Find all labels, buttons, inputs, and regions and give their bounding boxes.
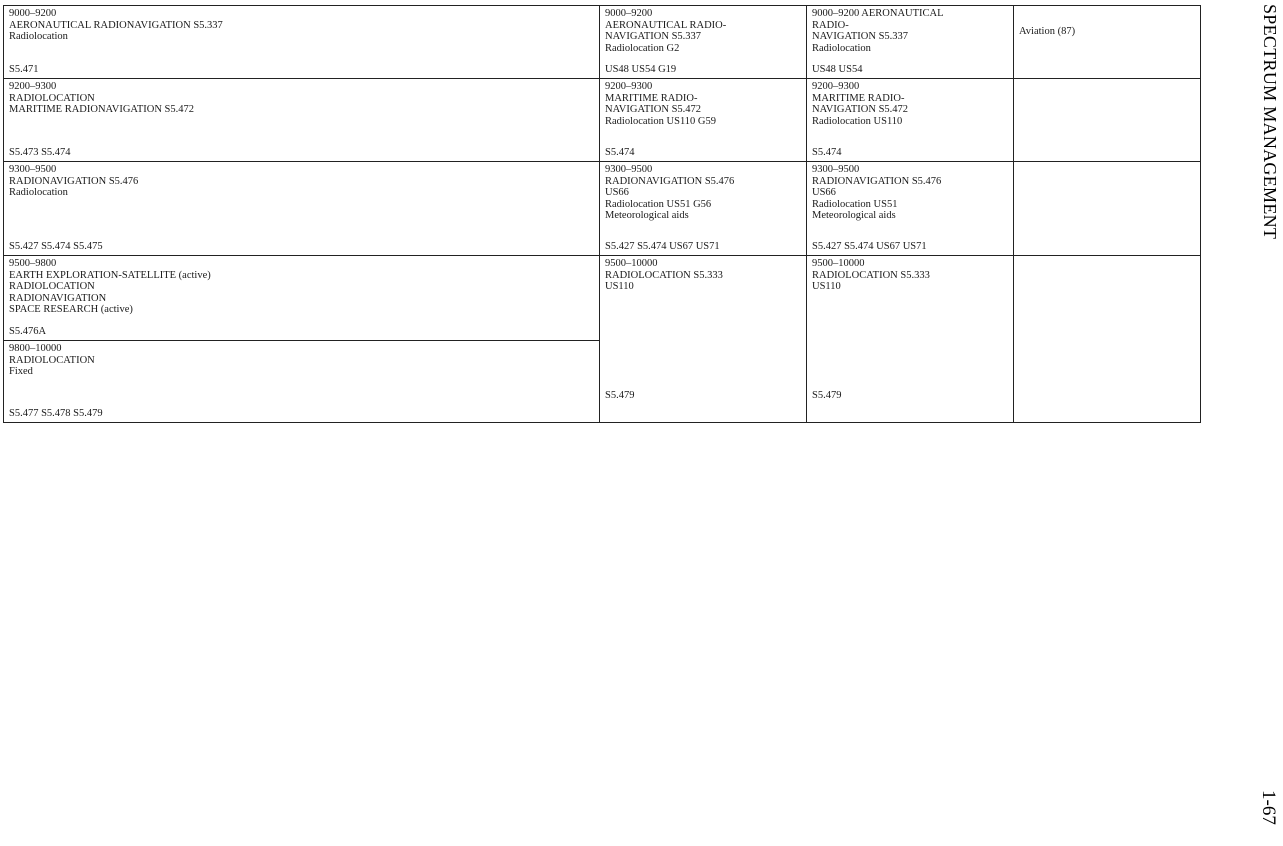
footnote-refs: US48 US54 G19 bbox=[605, 63, 677, 75]
non-federal-allocation-cell bbox=[807, 6, 1014, 79]
cell-line: 9500–10000 bbox=[812, 258, 865, 269]
rule-part-cell bbox=[1014, 162, 1201, 256]
cell-line: Aviation (87) bbox=[1019, 26, 1076, 37]
cell-line: Meteorological aids bbox=[605, 210, 689, 221]
cell-line: EARTH EXPLORATION-SATELLITE (active) bbox=[9, 269, 211, 281]
non-federal-allocation-cell bbox=[807, 79, 1014, 162]
footnote-refs: S5.474 bbox=[605, 146, 635, 158]
footnote-refs: S5.473 S5.474 bbox=[9, 146, 71, 158]
non-federal-allocation-cell bbox=[807, 162, 1014, 256]
cell-line: Radiolocation bbox=[9, 187, 68, 198]
cell-line: NAVIGATION S5.337 bbox=[812, 31, 909, 42]
cell-line: Radiolocation US110 G59 bbox=[605, 115, 717, 127]
cell-line: Radiolocation bbox=[812, 42, 871, 54]
cell-line: RADIOLOCATION S5.333 bbox=[605, 269, 723, 281]
cell-line: NAVIGATION S5.337 bbox=[605, 31, 702, 42]
federal-allocation-cell bbox=[600, 162, 807, 256]
cell-line: MARITIME RADIONAVIGATION S5.472 bbox=[9, 104, 195, 115]
cell-line: RADIOLOCATION bbox=[9, 281, 95, 292]
itu-allocation-cell bbox=[4, 79, 600, 162]
cell-line: Fixed bbox=[9, 366, 33, 377]
cell-line: RADIOLOCATION bbox=[9, 92, 95, 104]
footnote-refs: S5.427 S5.474 S5.475 bbox=[9, 240, 103, 252]
cell-line: 9200–9300 bbox=[9, 81, 57, 92]
cell-line: 9300–9500 bbox=[812, 164, 860, 175]
cell-line: 9000–9200 bbox=[605, 8, 653, 19]
cell-line: NAVIGATION S5.472 bbox=[812, 104, 909, 115]
cell-line: RADIOLOCATION S5.333 bbox=[812, 269, 930, 281]
cell-line: 9300–9500 bbox=[605, 164, 653, 175]
cell-line: AERONAUTICAL RADIONAVIGATION S5.337 bbox=[9, 19, 223, 31]
cell-line: US66 bbox=[605, 187, 629, 198]
table-row bbox=[4, 6, 1201, 79]
footnote-refs: S5.471 bbox=[9, 63, 39, 75]
footnote-refs: US48 US54 bbox=[812, 63, 863, 75]
cell-line: MARITIME RADIO- bbox=[812, 92, 905, 104]
cell-line: 9200–9300 bbox=[605, 81, 653, 92]
cell-line: Radiolocation US110 bbox=[812, 115, 903, 127]
running-header: SPECTRUM MANAGEMENT bbox=[1260, 4, 1280, 240]
cell-line: 9200–9300 bbox=[812, 81, 860, 92]
rule-part-cell bbox=[1014, 6, 1201, 79]
cell-line: RADIONAVIGATION S5.476 bbox=[605, 175, 735, 187]
footnote-refs: S5.427 S5.474 US67 US71 bbox=[605, 240, 720, 252]
cell-line: RADIONAVIGATION S5.476 bbox=[9, 175, 139, 187]
frequency-allocation-table bbox=[3, 5, 1201, 423]
rule-part-cell bbox=[1014, 79, 1201, 162]
cell-line: 9000–9200 bbox=[9, 8, 57, 19]
cell-line: Radiolocation US51 G56 bbox=[605, 198, 712, 210]
federal-allocation-cell bbox=[600, 256, 807, 423]
cell-line: RADIO- bbox=[812, 19, 849, 31]
table-row bbox=[4, 256, 1201, 341]
footnote-refs: S5.479 bbox=[812, 389, 842, 401]
cell-line: Radiolocation US51 bbox=[812, 198, 898, 210]
cell-line: 9000–9200 AERONAUTICAL bbox=[812, 8, 944, 19]
federal-allocation-cell bbox=[600, 79, 807, 162]
cell-line: MARITIME RADIO- bbox=[605, 92, 698, 104]
itu-allocation-cell bbox=[4, 256, 600, 341]
footnote-refs: S5.477 S5.478 S5.479 bbox=[9, 407, 103, 419]
cell-line: Radiolocation bbox=[9, 31, 68, 42]
footnote-refs: S5.476A bbox=[9, 325, 47, 337]
cell-line: RADIOLOCATION bbox=[9, 354, 95, 366]
table-row bbox=[4, 162, 1201, 256]
cell-line: Radiolocation G2 bbox=[605, 42, 680, 54]
cell-line: RADIONAVIGATION bbox=[9, 292, 107, 304]
page-number: 1-67 bbox=[1258, 790, 1279, 825]
footnote-refs: S5.427 S5.474 US67 US71 bbox=[812, 240, 927, 252]
cell-line: AERONAUTICAL RADIO- bbox=[605, 19, 727, 31]
cell-line: US110 bbox=[812, 281, 841, 292]
cell-line: Meteorological aids bbox=[812, 210, 896, 221]
cell-line: 9800–10000 bbox=[9, 343, 62, 354]
itu-allocation-cell bbox=[4, 341, 600, 423]
cell-line: US110 bbox=[605, 281, 634, 292]
rule-part-cell bbox=[1014, 256, 1201, 423]
cell-line: 9500–9800 bbox=[9, 258, 57, 269]
cell-line: 9300–9500 bbox=[9, 164, 57, 175]
footnote-refs: S5.474 bbox=[812, 146, 842, 158]
cell-line: 9500–10000 bbox=[605, 258, 658, 269]
footnote-refs: S5.479 bbox=[605, 389, 635, 401]
cell-line: NAVIGATION S5.472 bbox=[605, 104, 702, 115]
federal-allocation-cell bbox=[600, 6, 807, 79]
cell-line: RADIONAVIGATION S5.476 bbox=[812, 175, 942, 187]
table-row bbox=[4, 79, 1201, 162]
itu-allocation-cell bbox=[4, 6, 600, 79]
cell-line: US66 bbox=[812, 187, 836, 198]
itu-allocation-cell bbox=[4, 162, 600, 256]
cell-line: SPACE RESEARCH (active) bbox=[9, 304, 133, 315]
non-federal-allocation-cell bbox=[807, 256, 1014, 423]
